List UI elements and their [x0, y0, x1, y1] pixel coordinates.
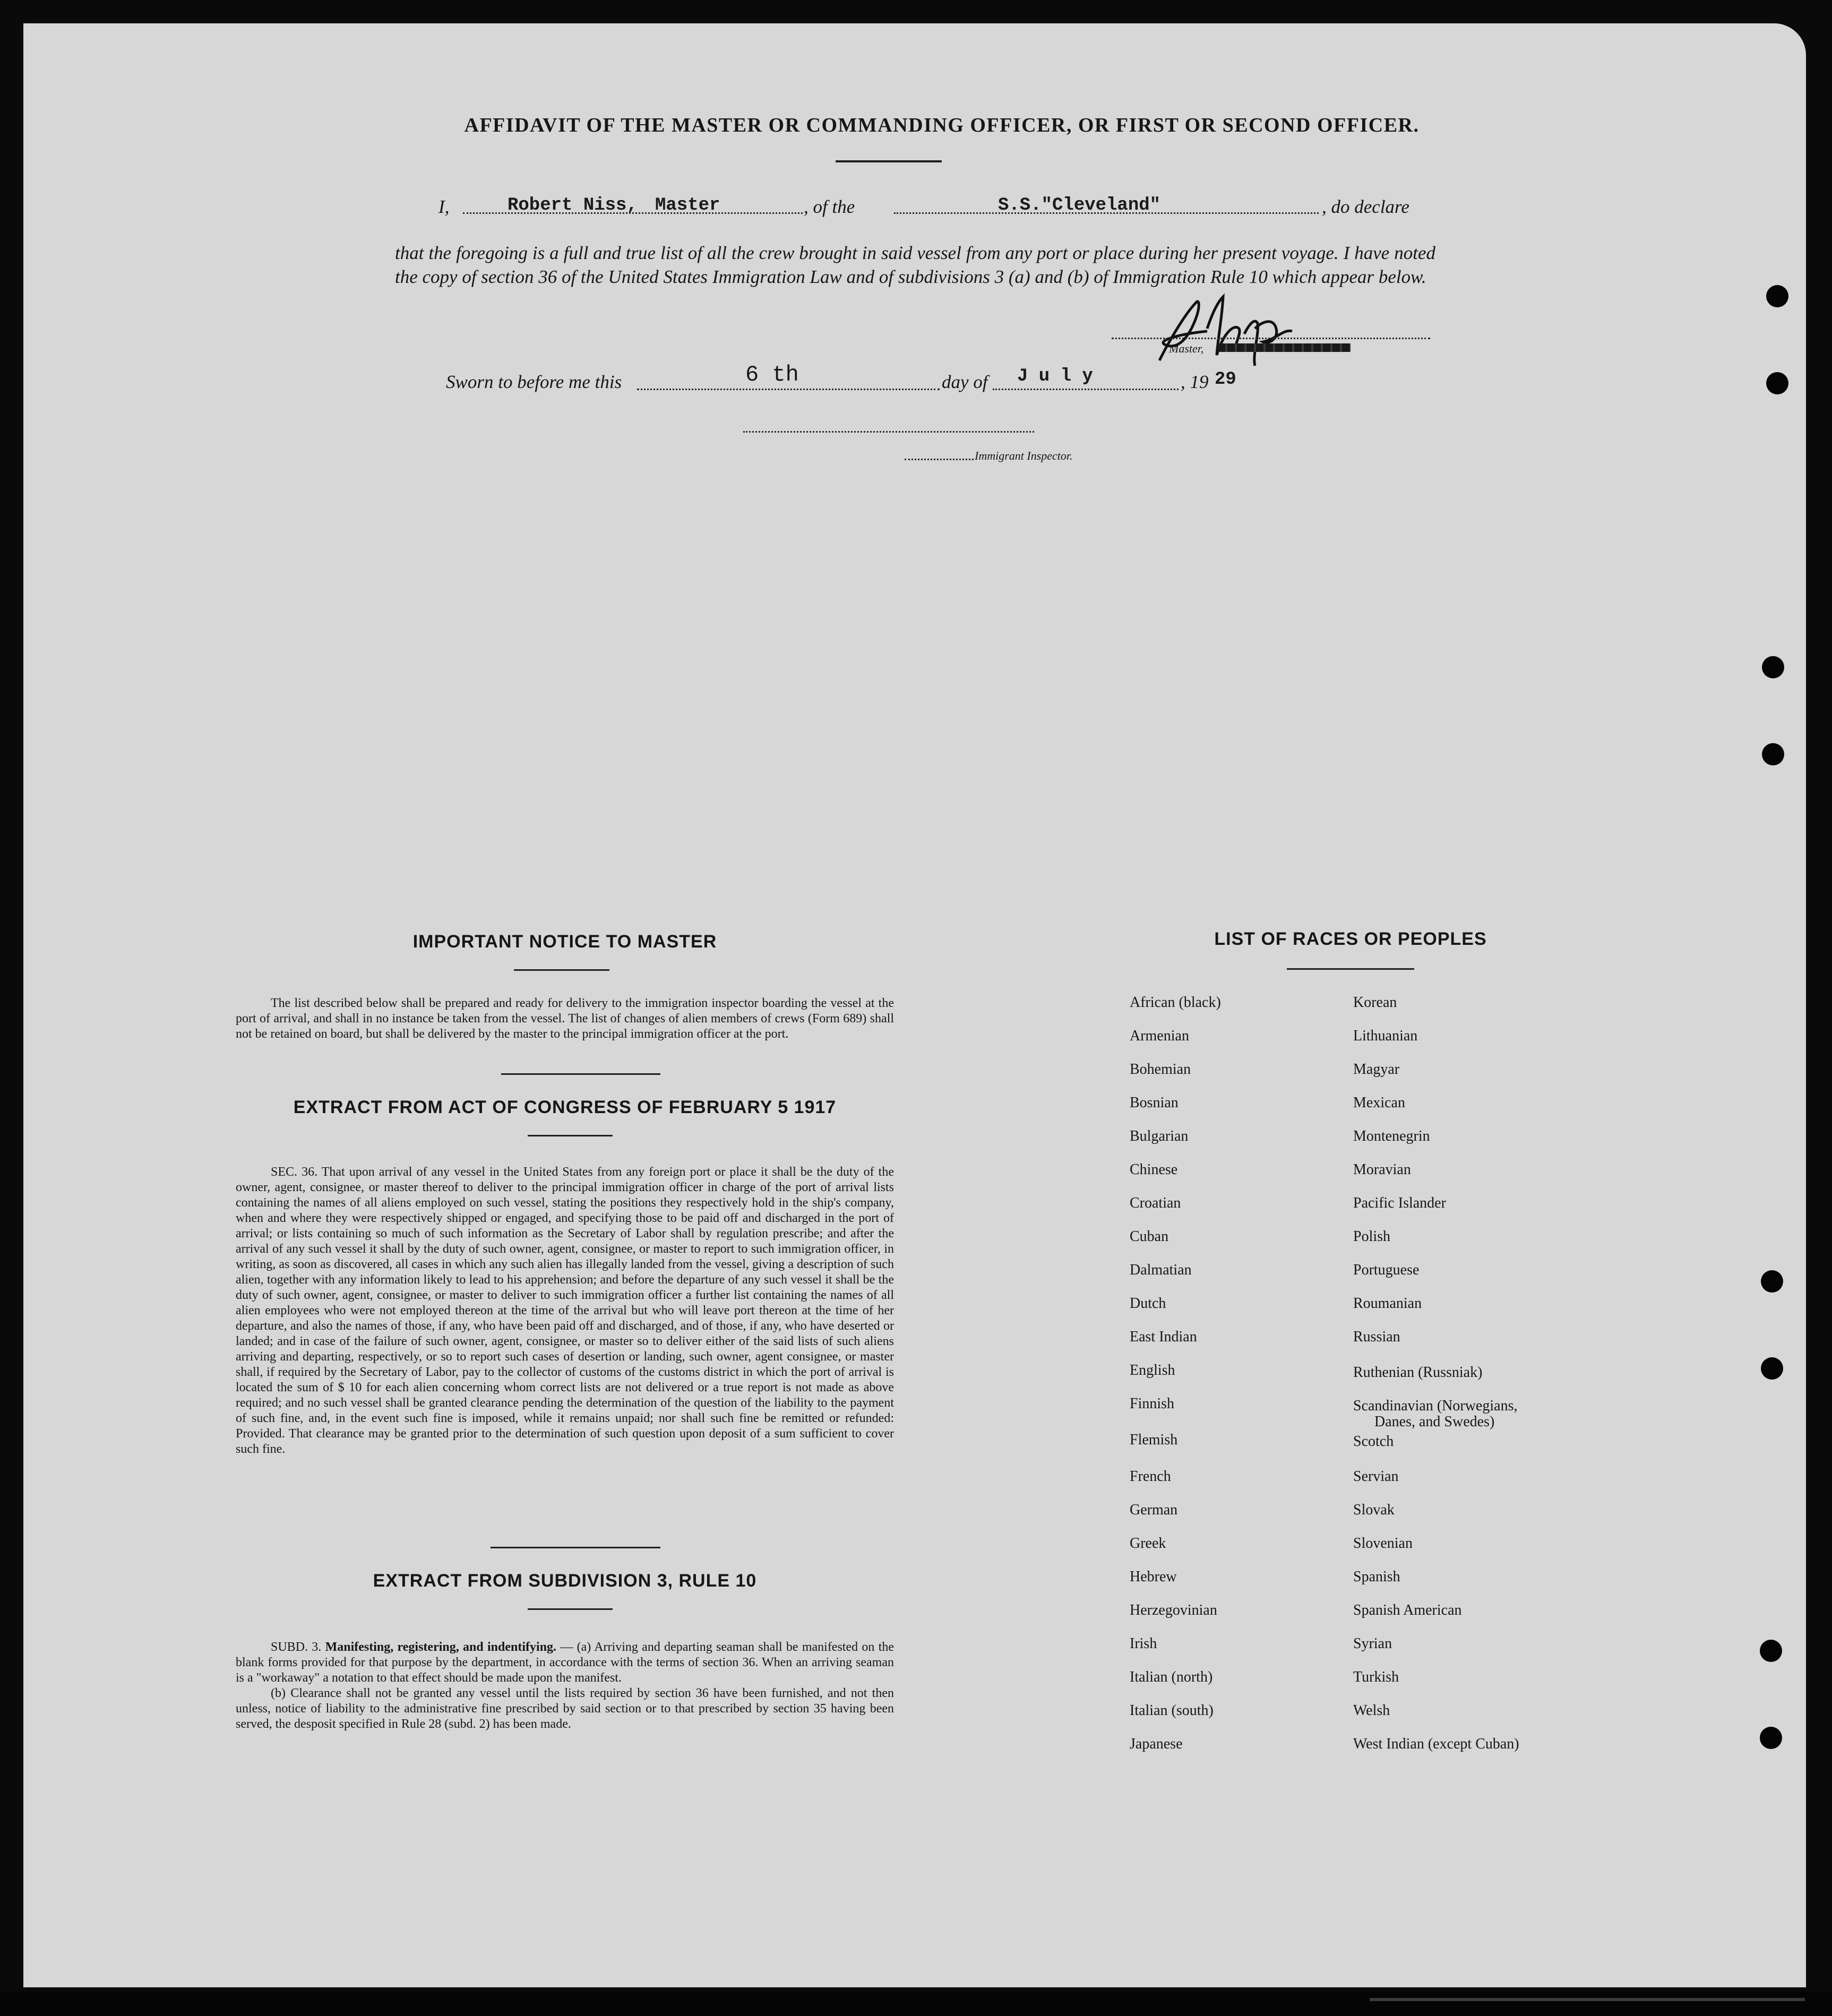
race-item: Cuban [1130, 1228, 1169, 1245]
struck-through-title [1218, 343, 1351, 352]
race-item: Dalmatian [1130, 1262, 1192, 1278]
act-extract-text: SEC. 36. That upon arrival of any vessel in the United States from any foreign port or place it shall be the duty of the owner, agent, consignee, or master thereof to deliver to the principal immigration officer in charge of the port of arrival lists containing the names of all aliens employed on such vessel, stating the positions they respectively hold in the ship's company, when and where they were respectively shipped or engaged, and specifying those to be paid off and discharged in the port of arrival; or lists containing so much of such information as the Secretary of Labor shall by regulation prescribe; and after the arrival of any such vessel it shall by the duty of such owner, agent, consignee, or master to report to such immigration officer, in writing, as soon as discovered, all cases in which any such alien has illegally landed from the vessel, giving a description of such alien, together with any information likely to lead to his apprehension; and before the departure of any such vessel it shall be the duty of such owner, agent, consignee, or master to deliver to such immigration officer a further list containing the names of all alien employees who were not employed thereon at the time of the arrival but who will leave port thereon at the time of her departure, and also the names of those, if any, who have been paid off and discharged, and of those, if any, who have deserted or landed; and in case of the failure of such owner, agent, consignee, or master so to deliver either of the said lists of such aliens arriving and departing, respectively, or so to report such cases of desertion or landing, such owner, agent consignee, or master shall, if required by the Secretary of Labor, pay to the collector of customs of the customs district in which the port of arrival is located the sum of $ 10 for each alien concerning whom correct lists are not delivered or a true report is not made as above required; and no such vessel shall be granted clearance pending the determination of the question of the liability to the payment of such fine, and, in the event such fine is imposed, while it remains unpaid; nor shall such fine be remitted or refunded: Provided. That clearance may be granted prior to the determination of such question upon deposit of a sum sufficient to cover such fine. [236, 1165, 894, 1456]
act-bottom-rule [491, 1547, 660, 1548]
race-item: Spanish American [1353, 1602, 1462, 1618]
race-item: Scandinavian (Norwegians, [1353, 1398, 1518, 1414]
race-item: Danes, and Swedes) [1374, 1414, 1495, 1430]
sworn-label: Sworn to before me this [446, 372, 622, 392]
inspector-label: Immigrant Inspector. [975, 449, 1073, 462]
notice-title: IMPORTANT NOTICE TO MASTER [412, 932, 717, 952]
rule-extract-text [236, 1640, 894, 1732]
race-item: English [1130, 1362, 1175, 1379]
affidavit-text: that the foregoing is a full and true list of all the crew brought in said vessel from any port or place during her present voyage. I have noted the copy of section 36 of the United States Immigration Law and of subdivisions 3 (a) and (b) of Immigration Rule 10 which appear below. [395, 243, 1435, 287]
race-item: Flemish [1130, 1432, 1178, 1448]
subd-text-b: (b) Clearance shall not be granted any vessel until the lists required by section 36 have been furnished, and not then unless, notice of liability to the administrative fine prescribed by said section or to that prescribed by section 35 having been served, the desposit specified in Rule 28 (subd. 2) has been made. [236, 1686, 894, 1731]
race-item: Chinese [1130, 1161, 1178, 1178]
notice-divider [514, 969, 609, 971]
title-divider [836, 160, 942, 162]
race-item: African (black) [1130, 994, 1221, 1011]
race-item: Spanish [1353, 1569, 1400, 1585]
punch-hole [1761, 1357, 1783, 1380]
year-prefix: , 19 [1181, 372, 1209, 392]
inspector-signature-line [743, 431, 1034, 433]
vessel-name-typed: S.S."Cleveland" [998, 195, 1161, 216]
race-item: Croatian [1130, 1195, 1181, 1211]
punch-hole [1766, 372, 1788, 394]
of-the-label: , of the [804, 196, 855, 217]
race-item: Japanese [1130, 1736, 1183, 1752]
act-extract-title: EXTRACT FROM ACT OF CONGRESS OF FEBRUARY 5 1917 [293, 1097, 837, 1117]
races-divider [1287, 968, 1414, 970]
punch-hole [1761, 1270, 1783, 1293]
race-item: Moravian [1353, 1161, 1411, 1178]
affidavit-i: I, [438, 196, 450, 217]
race-item: Turkish [1353, 1669, 1399, 1685]
punch-hole [1760, 1640, 1782, 1662]
race-item: Lithuanian [1353, 1028, 1418, 1044]
notice-text: The list described below shall be prepared and ready for delivery to the immigration inspector boarding the vessel at the port of arrival, and shall in no instance be taken from the vessel. The list of changes of alien members of crews (Form 689) shall not be retained on board, but shall be delivered by the master to the principal immigration officer at the port. [236, 996, 894, 1041]
sworn-day-typed: 6 th [745, 362, 799, 387]
subd-heading: Manifesting, registering, and indentifying. [325, 1640, 557, 1654]
subd-text-a: — (a) Arriving and departing seaman shall be manifested on the blank forms provided for that purpose by the department, in accordance with the terms of section 36. When an arriving seaman is a "workaway" a notation to that effect should be made upon the manifest. [236, 1640, 895, 1685]
race-item: Korean [1353, 994, 1397, 1011]
race-item: Magyar [1353, 1061, 1400, 1078]
race-item: Scotch [1353, 1433, 1394, 1450]
punch-hole [1762, 656, 1784, 678]
race-item: Syrian [1353, 1635, 1392, 1652]
rule-divider [528, 1608, 613, 1610]
race-item: Montenegrin [1353, 1128, 1430, 1144]
race-item: Dutch [1130, 1295, 1166, 1312]
day-of-label: day of [942, 372, 988, 392]
month-blank-line [993, 389, 1179, 390]
rule-extract-title: EXTRACT FROM SUBDIVISION 3, RULE 10 [373, 1571, 757, 1591]
scan-border [0, 1992, 1832, 2016]
race-item: French [1130, 1468, 1171, 1485]
document-page [23, 23, 1806, 1987]
notice-bottom-rule [501, 1073, 660, 1075]
master-label: Master, [1169, 342, 1204, 355]
scan-edge-line [1370, 1998, 1805, 2001]
year-typed: 29 [1215, 369, 1236, 390]
punch-hole [1762, 743, 1784, 765]
race-item: Russian [1353, 1329, 1400, 1345]
race-item: West Indian (except Cuban) [1353, 1736, 1519, 1752]
race-item: German [1130, 1502, 1178, 1518]
race-item: Welsh [1353, 1702, 1390, 1719]
race-item: Greek [1130, 1535, 1166, 1552]
day-blank-line [637, 389, 940, 390]
inspector-dots [905, 459, 974, 460]
signature-line [1112, 338, 1430, 339]
subd-prefix: SUBD. 3. [271, 1640, 322, 1654]
race-item: Hebrew [1130, 1569, 1177, 1585]
race-item: Ruthenian (Russniak) [1353, 1364, 1483, 1381]
race-item: Italian (north) [1130, 1669, 1213, 1685]
race-item: Roumanian [1353, 1295, 1422, 1312]
race-item: Mexican [1353, 1095, 1405, 1111]
race-item: East Indian [1130, 1329, 1197, 1345]
master-name-typed: Robert Niss, [508, 195, 638, 216]
affidavit-title: AFFIDAVIT OF THE MASTER OR COMMANDING OFFICER, OR FIRST OR SECOND OFFICER. [464, 114, 1420, 136]
race-item: Polish [1353, 1228, 1391, 1245]
race-item: Finnish [1130, 1395, 1175, 1412]
race-item: Bulgarian [1130, 1128, 1189, 1144]
master-rank-typed: Master [655, 195, 720, 216]
race-item: Italian (south) [1130, 1702, 1214, 1719]
race-item: Armenian [1130, 1028, 1189, 1044]
master-signature [1149, 291, 1340, 374]
race-item: Pacific Islander [1353, 1195, 1446, 1211]
race-item: Slovak [1353, 1502, 1395, 1518]
races-title: LIST OF RACES OR PEOPLES [1214, 929, 1487, 949]
race-item: Bohemian [1130, 1061, 1191, 1078]
do-declare-label: , do declare [1322, 196, 1409, 217]
race-item: Herzegovinian [1130, 1602, 1217, 1618]
race-item: Irish [1130, 1635, 1157, 1652]
sworn-month-typed: J u l y [1017, 366, 1093, 386]
race-item: Servian [1353, 1468, 1399, 1485]
race-item: Bosnian [1130, 1095, 1179, 1111]
punch-hole [1760, 1727, 1782, 1749]
act-divider [528, 1135, 613, 1136]
punch-hole [1766, 285, 1788, 307]
race-item: Portuguese [1353, 1262, 1420, 1278]
race-item: Slovenian [1353, 1535, 1413, 1552]
